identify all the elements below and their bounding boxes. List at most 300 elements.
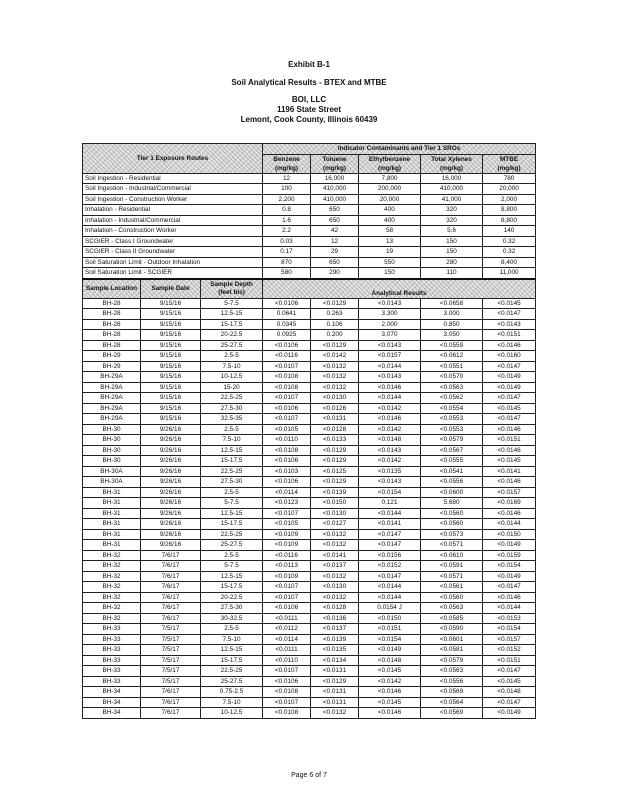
result-value: <0.0569: [421, 687, 483, 698]
sample-date: 9/15/16: [141, 319, 201, 330]
result-value: <0.0551: [421, 361, 483, 372]
sample-date: 7/6/17: [141, 582, 201, 593]
sample-date: 9/26/16: [141, 487, 201, 498]
result-value: <0.0137: [311, 624, 359, 635]
result-value: <0.0153: [483, 613, 536, 624]
result-value: <0.0132: [311, 592, 359, 603]
sample-row: [83, 382, 536, 393]
result-value: <0.0142: [359, 456, 421, 467]
result-value: <0.0135: [359, 466, 421, 477]
column-header: [483, 154, 536, 173]
result-value: <0.0149: [359, 645, 421, 656]
result-value: <0.0146: [359, 687, 421, 698]
column-header: [263, 154, 311, 173]
sro-value: 20,000: [483, 184, 536, 195]
sample-row: [83, 456, 536, 467]
sample-row: [83, 666, 536, 677]
sample-date: 9/26/16: [141, 477, 201, 488]
result-value: <0.0146: [359, 382, 421, 393]
result-value: <0.0141: [311, 550, 359, 561]
result-value: <0.0146: [359, 708, 421, 719]
result-value: <0.0107: [263, 697, 311, 708]
result-value: <0.0132: [311, 540, 359, 551]
exposure-route: Soil Saturation Limit - SCGIER: [83, 268, 263, 279]
result-value: <0.0563: [421, 382, 483, 393]
sro-value: 8,400: [483, 257, 536, 268]
sample-location: BH-29: [83, 361, 141, 372]
result-value: <0.0145: [483, 456, 536, 467]
result-value: <0.0109: [263, 571, 311, 582]
result-value: <0.0149: [483, 382, 536, 393]
result-value: <0.0149: [483, 708, 536, 719]
result-value: <0.0147: [483, 414, 536, 425]
result-value: 2.000: [359, 319, 421, 330]
result-value: 5.680: [421, 498, 483, 509]
result-value: <0.0144: [359, 582, 421, 593]
sample-depth: 12.5-15: [201, 571, 263, 582]
sample-location: BH-29A: [83, 414, 141, 425]
result-value: <0.0146: [483, 592, 536, 603]
sample-date: 9/26/16: [141, 435, 201, 446]
sample-date: 7/5/17: [141, 624, 201, 635]
column-unit: (mg/kg): [274, 164, 299, 172]
column-name: MTBE: [499, 155, 519, 163]
sro-value: 11,000: [483, 268, 536, 279]
result-value: <0.0573: [421, 529, 483, 540]
result-value: 0.106: [311, 319, 359, 330]
result-value: <0.0116: [263, 550, 311, 561]
result-value: <0.0132: [311, 529, 359, 540]
sample-row: [83, 372, 536, 383]
sample-row: [83, 676, 536, 687]
result-value: <0.0560: [421, 592, 483, 603]
sample-location: BH-34: [83, 687, 141, 698]
sample-depth: 12.5-15: [201, 445, 263, 456]
sample-depth: 15-17.5: [201, 456, 263, 467]
sro-value: 8,800: [483, 215, 536, 226]
sample-location: BH-28: [83, 309, 141, 320]
sample-location: BH-30A: [83, 477, 141, 488]
result-value: <0.0160: [483, 351, 536, 362]
result-value: <0.0131: [311, 687, 359, 698]
sample-row: [83, 561, 536, 572]
sample-depth: 15-20: [201, 382, 263, 393]
result-value: <0.0126: [311, 403, 359, 414]
result-value: <0.0107: [263, 582, 311, 593]
sample-row: [83, 498, 536, 509]
sample-depth: 0.75-2.5: [201, 687, 263, 698]
result-value: <0.0132: [311, 571, 359, 582]
result-value: <0.0579: [421, 655, 483, 666]
sample-row: [83, 351, 536, 362]
sample-depth: 32.5-35: [201, 414, 263, 425]
result-value: <0.0130: [311, 582, 359, 593]
result-value: <0.0560: [421, 508, 483, 519]
sample-location: BH-30: [83, 424, 141, 435]
sample-date-header: Sample Date: [141, 279, 201, 299]
sro-value: 410,000: [311, 194, 359, 205]
result-value: <0.0154: [359, 634, 421, 645]
result-value: <0.0106: [263, 477, 311, 488]
sro-value: 150: [421, 247, 483, 258]
result-value: <0.0103: [263, 466, 311, 477]
sro-value: 19: [359, 247, 421, 258]
sample-date: 7/6/17: [141, 550, 201, 561]
result-value: <0.0105: [263, 519, 311, 530]
sro-value: 2,200: [263, 194, 311, 205]
result-value: <0.0128: [311, 603, 359, 614]
sample-date: 9/26/16: [141, 445, 201, 456]
result-value: <0.0148: [359, 435, 421, 446]
exposure-route: Soil Saturation Limit - Outdoor Inhalation: [83, 257, 263, 268]
result-value: <0.0610: [421, 550, 483, 561]
result-value: <0.0157: [483, 487, 536, 498]
sample-location: BH-34: [83, 708, 141, 719]
sample-row: [83, 634, 536, 645]
column-name: Ethylbenzene: [368, 155, 411, 163]
result-value: <0.0113: [263, 561, 311, 572]
sample-location: BH-33: [83, 655, 141, 666]
result-value: <0.0571: [421, 540, 483, 551]
result-value: <0.0151: [483, 655, 536, 666]
result-value: <0.0159: [483, 550, 536, 561]
sample-location: BH-29A: [83, 393, 141, 404]
column-header: [421, 154, 483, 173]
sample-date: 9/15/16: [141, 361, 201, 372]
sample-row: [83, 655, 536, 666]
sample-depth: 22.5-25: [201, 666, 263, 677]
sample-row: [83, 487, 536, 498]
result-value: <0.0146: [483, 340, 536, 351]
sample-location: BH-28: [83, 340, 141, 351]
result-value: <0.0142: [359, 403, 421, 414]
sample-row: [83, 540, 536, 551]
result-value: <0.0150: [311, 498, 359, 509]
sample-location: BH-32: [83, 582, 141, 593]
sro-row: [83, 173, 536, 184]
sample-row: [83, 403, 536, 414]
result-value: <0.0562: [421, 393, 483, 404]
result-value: <0.0152: [359, 561, 421, 572]
sample-date: 9/15/16: [141, 351, 201, 362]
sample-depth-header: Sample Depth (feet bls): [201, 279, 263, 299]
sro-body: [83, 173, 536, 279]
sro-value: 2.2: [263, 226, 311, 237]
result-value: <0.0147: [483, 582, 536, 593]
result-value: <0.0612: [421, 351, 483, 362]
result-value: <0.0563: [421, 603, 483, 614]
result-value: <0.0569: [421, 708, 483, 719]
result-value: <0.0108: [263, 708, 311, 719]
result-value: <0.0147: [483, 697, 536, 708]
result-value: <0.0106: [263, 603, 311, 614]
sample-location: BH-32: [83, 613, 141, 624]
sample-date: 7/5/17: [141, 666, 201, 677]
sample-location: BH-29A: [83, 403, 141, 414]
sro-row: [83, 194, 536, 205]
result-value: 3.050: [421, 330, 483, 341]
result-value: <0.0131: [311, 414, 359, 425]
sample-depth: 2.5-5: [201, 351, 263, 362]
sro-value: 12: [263, 173, 311, 184]
result-value: <0.0590: [421, 624, 483, 635]
sample-depth: 27.5-30: [201, 403, 263, 414]
result-value: <0.0147: [359, 529, 421, 540]
result-value: <0.0107: [263, 393, 311, 404]
result-value: <0.0106: [263, 403, 311, 414]
sample-location: BH-31: [83, 508, 141, 519]
sample-row: [83, 309, 536, 320]
sample-location: BH-33: [83, 634, 141, 645]
result-value: <0.0146: [483, 424, 536, 435]
sample-row: [83, 340, 536, 351]
result-value: <0.0132: [311, 361, 359, 372]
sro-value: 20,000: [359, 194, 421, 205]
sample-date: 7/6/17: [141, 571, 201, 582]
sample-date: 9/26/16: [141, 466, 201, 477]
exposure-route: SCGIER - Class II Groundwater: [83, 247, 263, 258]
sample-depth: 2.5-5: [201, 487, 263, 498]
sample-depth: 12.5-15: [201, 508, 263, 519]
sample-row: [83, 550, 536, 561]
result-value: <0.0564: [421, 697, 483, 708]
document-title-block: [0, 60, 618, 125]
sro-value: 150: [359, 268, 421, 279]
sro-value: 13: [359, 236, 421, 247]
city-address: Lemont, Cook County, Illinois 60439: [240, 115, 378, 124]
exposure-route: Soil Ingestion - Industrial/Commercial: [83, 184, 263, 195]
result-value: <0.0567: [421, 445, 483, 456]
result-value: <0.0146: [483, 445, 536, 456]
result-value: <0.0150: [359, 613, 421, 624]
sample-date: 9/26/16: [141, 424, 201, 435]
result-value: <0.0106: [263, 340, 311, 351]
sample-location: BH-30: [83, 456, 141, 467]
sro-value: 42: [311, 226, 359, 237]
sample-row: [83, 298, 536, 309]
result-value: <0.0560: [421, 519, 483, 530]
sample-date: 7/6/17: [141, 687, 201, 698]
result-value: <0.0142: [311, 351, 359, 362]
sample-location: BH-31: [83, 487, 141, 498]
sample-depth: 12.5-15: [201, 309, 263, 320]
sro-value: 7,800: [359, 173, 421, 184]
column-name: Total Xylenes: [431, 155, 472, 163]
sample-depth: 5-7.5: [201, 498, 263, 509]
result-value: <0.0129: [311, 676, 359, 687]
sample-depth: 15-17.5: [201, 655, 263, 666]
sample-row: [83, 330, 536, 341]
sample-location: BH-29: [83, 351, 141, 362]
sro-value: 410,000: [421, 184, 483, 195]
result-value: <0.0145: [483, 298, 536, 309]
result-value: <0.0147: [359, 540, 421, 551]
column-name: Benzene: [273, 155, 300, 163]
sro-value: 8,800: [483, 205, 536, 216]
sample-location: BH-33: [83, 645, 141, 656]
result-value: <0.0143: [359, 445, 421, 456]
sample-date: 9/15/16: [141, 309, 201, 320]
result-value: <0.0145: [483, 676, 536, 687]
result-value: <0.0135: [311, 645, 359, 656]
group-header-row: [83, 144, 536, 155]
sample-row: [83, 393, 536, 404]
sample-location: BH-30: [83, 445, 141, 456]
sample-location: BH-31: [83, 540, 141, 551]
result-value: <0.0128: [311, 424, 359, 435]
result-value: <0.0143: [359, 340, 421, 351]
result-value: <0.0111: [263, 645, 311, 656]
sample-row: [83, 519, 536, 530]
result-value: <0.0129: [311, 456, 359, 467]
sample-location: BH-31: [83, 498, 141, 509]
sample-location: BH-32: [83, 550, 141, 561]
sample-date: 7/6/17: [141, 561, 201, 572]
exposure-route: SCGIER - Class I Groundwater: [83, 236, 263, 247]
exposure-route: Inhalation - Industrial/Commercial: [83, 215, 263, 226]
sro-value: 320: [421, 215, 483, 226]
sample-location: BH-32: [83, 592, 141, 603]
street-address: 1196 State Street: [276, 105, 342, 114]
result-value: 0.0345: [263, 319, 311, 330]
sample-date: 9/15/16: [141, 403, 201, 414]
sro-value: 29: [311, 247, 359, 258]
sro-value: 290: [311, 268, 359, 279]
sample-row: [83, 613, 536, 624]
sample-row: [83, 529, 536, 540]
sample-depth: 7.5-10: [201, 435, 263, 446]
exposure-routes-header: Tier 1 Exposure Routes: [83, 144, 263, 174]
result-value: <0.0154: [359, 487, 421, 498]
sro-row: [83, 236, 536, 247]
sample-location: BH-31: [83, 529, 141, 540]
sample-row: [83, 571, 536, 582]
sro-value: 16,000: [421, 173, 483, 184]
sro-value: 0.32: [483, 236, 536, 247]
result-value: <0.0107: [263, 414, 311, 425]
result-value: <0.0132: [311, 382, 359, 393]
result-value: <0.0154: [483, 624, 536, 635]
result-value: <0.0570: [421, 372, 483, 383]
result-value: <0.0133: [311, 435, 359, 446]
result-value: <0.0132: [311, 372, 359, 383]
column-unit: (mg/kg): [377, 164, 402, 172]
sample-row: [83, 603, 536, 614]
sample-date: 9/15/16: [141, 393, 201, 404]
analytical-results-header: Analytical Results: [263, 279, 536, 299]
result-value: <0.0129: [311, 298, 359, 309]
result-value: <0.0108: [263, 372, 311, 383]
result-value: <0.0139: [311, 634, 359, 645]
result-value: <0.0127: [311, 519, 359, 530]
sro-value: 140: [483, 226, 536, 237]
exposure-route: Inhalation - Construction Worker: [83, 226, 263, 237]
sro-value: 12: [311, 236, 359, 247]
sample-depth: 22.5-25: [201, 529, 263, 540]
sro-value: 650: [311, 257, 359, 268]
exhibit-label: Exhibit B-1: [288, 60, 330, 69]
sample-row: [83, 445, 536, 456]
result-value: <0.0130: [311, 508, 359, 519]
result-value: <0.0591: [421, 561, 483, 572]
document-title: Soil Analytical Results - BTEX and MTBE: [231, 78, 387, 87]
sro-value: 110: [421, 268, 483, 279]
result-value: <0.0144: [483, 603, 536, 614]
sample-row: [83, 414, 536, 425]
sample-date: 7/6/17: [141, 603, 201, 614]
result-value: <0.0108: [263, 445, 311, 456]
sample-depth: 5-7.5: [201, 298, 263, 309]
sample-depth: 7.5-10: [201, 634, 263, 645]
sample-row: [83, 319, 536, 330]
sample-location: BH-32: [83, 603, 141, 614]
column-header: [359, 154, 421, 173]
result-value: <0.0143: [359, 298, 421, 309]
result-value: <0.0149: [483, 372, 536, 383]
result-value: <0.0108: [263, 382, 311, 393]
result-value: <0.0585: [421, 613, 483, 624]
sample-date: 7/6/17: [141, 592, 201, 603]
result-value: <0.0146: [483, 508, 536, 519]
sample-depth: 2.5-5: [201, 424, 263, 435]
result-value: 3.300: [359, 309, 421, 320]
result-value: 0.0154 J: [359, 603, 421, 614]
sample-row: [83, 361, 536, 372]
result-value: <0.0129: [311, 477, 359, 488]
sample-depth: 7.5-10: [201, 697, 263, 708]
sample-row: [83, 435, 536, 446]
sample-location: BH-29A: [83, 372, 141, 383]
result-value: <0.0147: [483, 309, 536, 320]
result-value: <0.0148: [359, 655, 421, 666]
sample-location: BH-30A: [83, 466, 141, 477]
sro-row: [83, 247, 536, 258]
result-value: <0.0144: [359, 592, 421, 603]
soil-results-table: [82, 143, 536, 719]
column-header: [311, 154, 359, 173]
result-value: <0.0114: [263, 487, 311, 498]
exposure-route: Soil Ingestion - Residential: [83, 173, 263, 184]
result-value: <0.0149: [483, 571, 536, 582]
sample-depth: 15-17.5: [201, 582, 263, 593]
result-value: 3.000: [421, 309, 483, 320]
result-value: <0.0145: [483, 403, 536, 414]
result-value: <0.0581: [421, 645, 483, 656]
result-value: <0.0151: [483, 435, 536, 446]
sample-row: [83, 424, 536, 435]
sro-row: [83, 268, 536, 279]
result-value: <0.0108: [263, 687, 311, 698]
result-value: <0.0106: [263, 456, 311, 467]
sample-date: 9/15/16: [141, 340, 201, 351]
sample-location: BH-33: [83, 624, 141, 635]
result-value: <0.0571: [421, 571, 483, 582]
sample-depth: 10-12.5: [201, 372, 263, 383]
result-value: <0.0553: [421, 414, 483, 425]
sample-location-header: Sample Location: [83, 279, 141, 299]
sample-location: BH-34: [83, 697, 141, 708]
result-value: <0.0156: [359, 550, 421, 561]
result-value: <0.0142: [359, 676, 421, 687]
page-number: Page 6 of 7: [291, 772, 327, 779]
sro-value: 0.17: [263, 247, 311, 258]
result-value: <0.0559: [421, 340, 483, 351]
result-value: <0.0150: [483, 529, 536, 540]
result-value: <0.0152: [483, 645, 536, 656]
sample-location: BH-32: [83, 571, 141, 582]
sample-date: 9/15/16: [141, 298, 201, 309]
result-value: <0.0129: [311, 340, 359, 351]
